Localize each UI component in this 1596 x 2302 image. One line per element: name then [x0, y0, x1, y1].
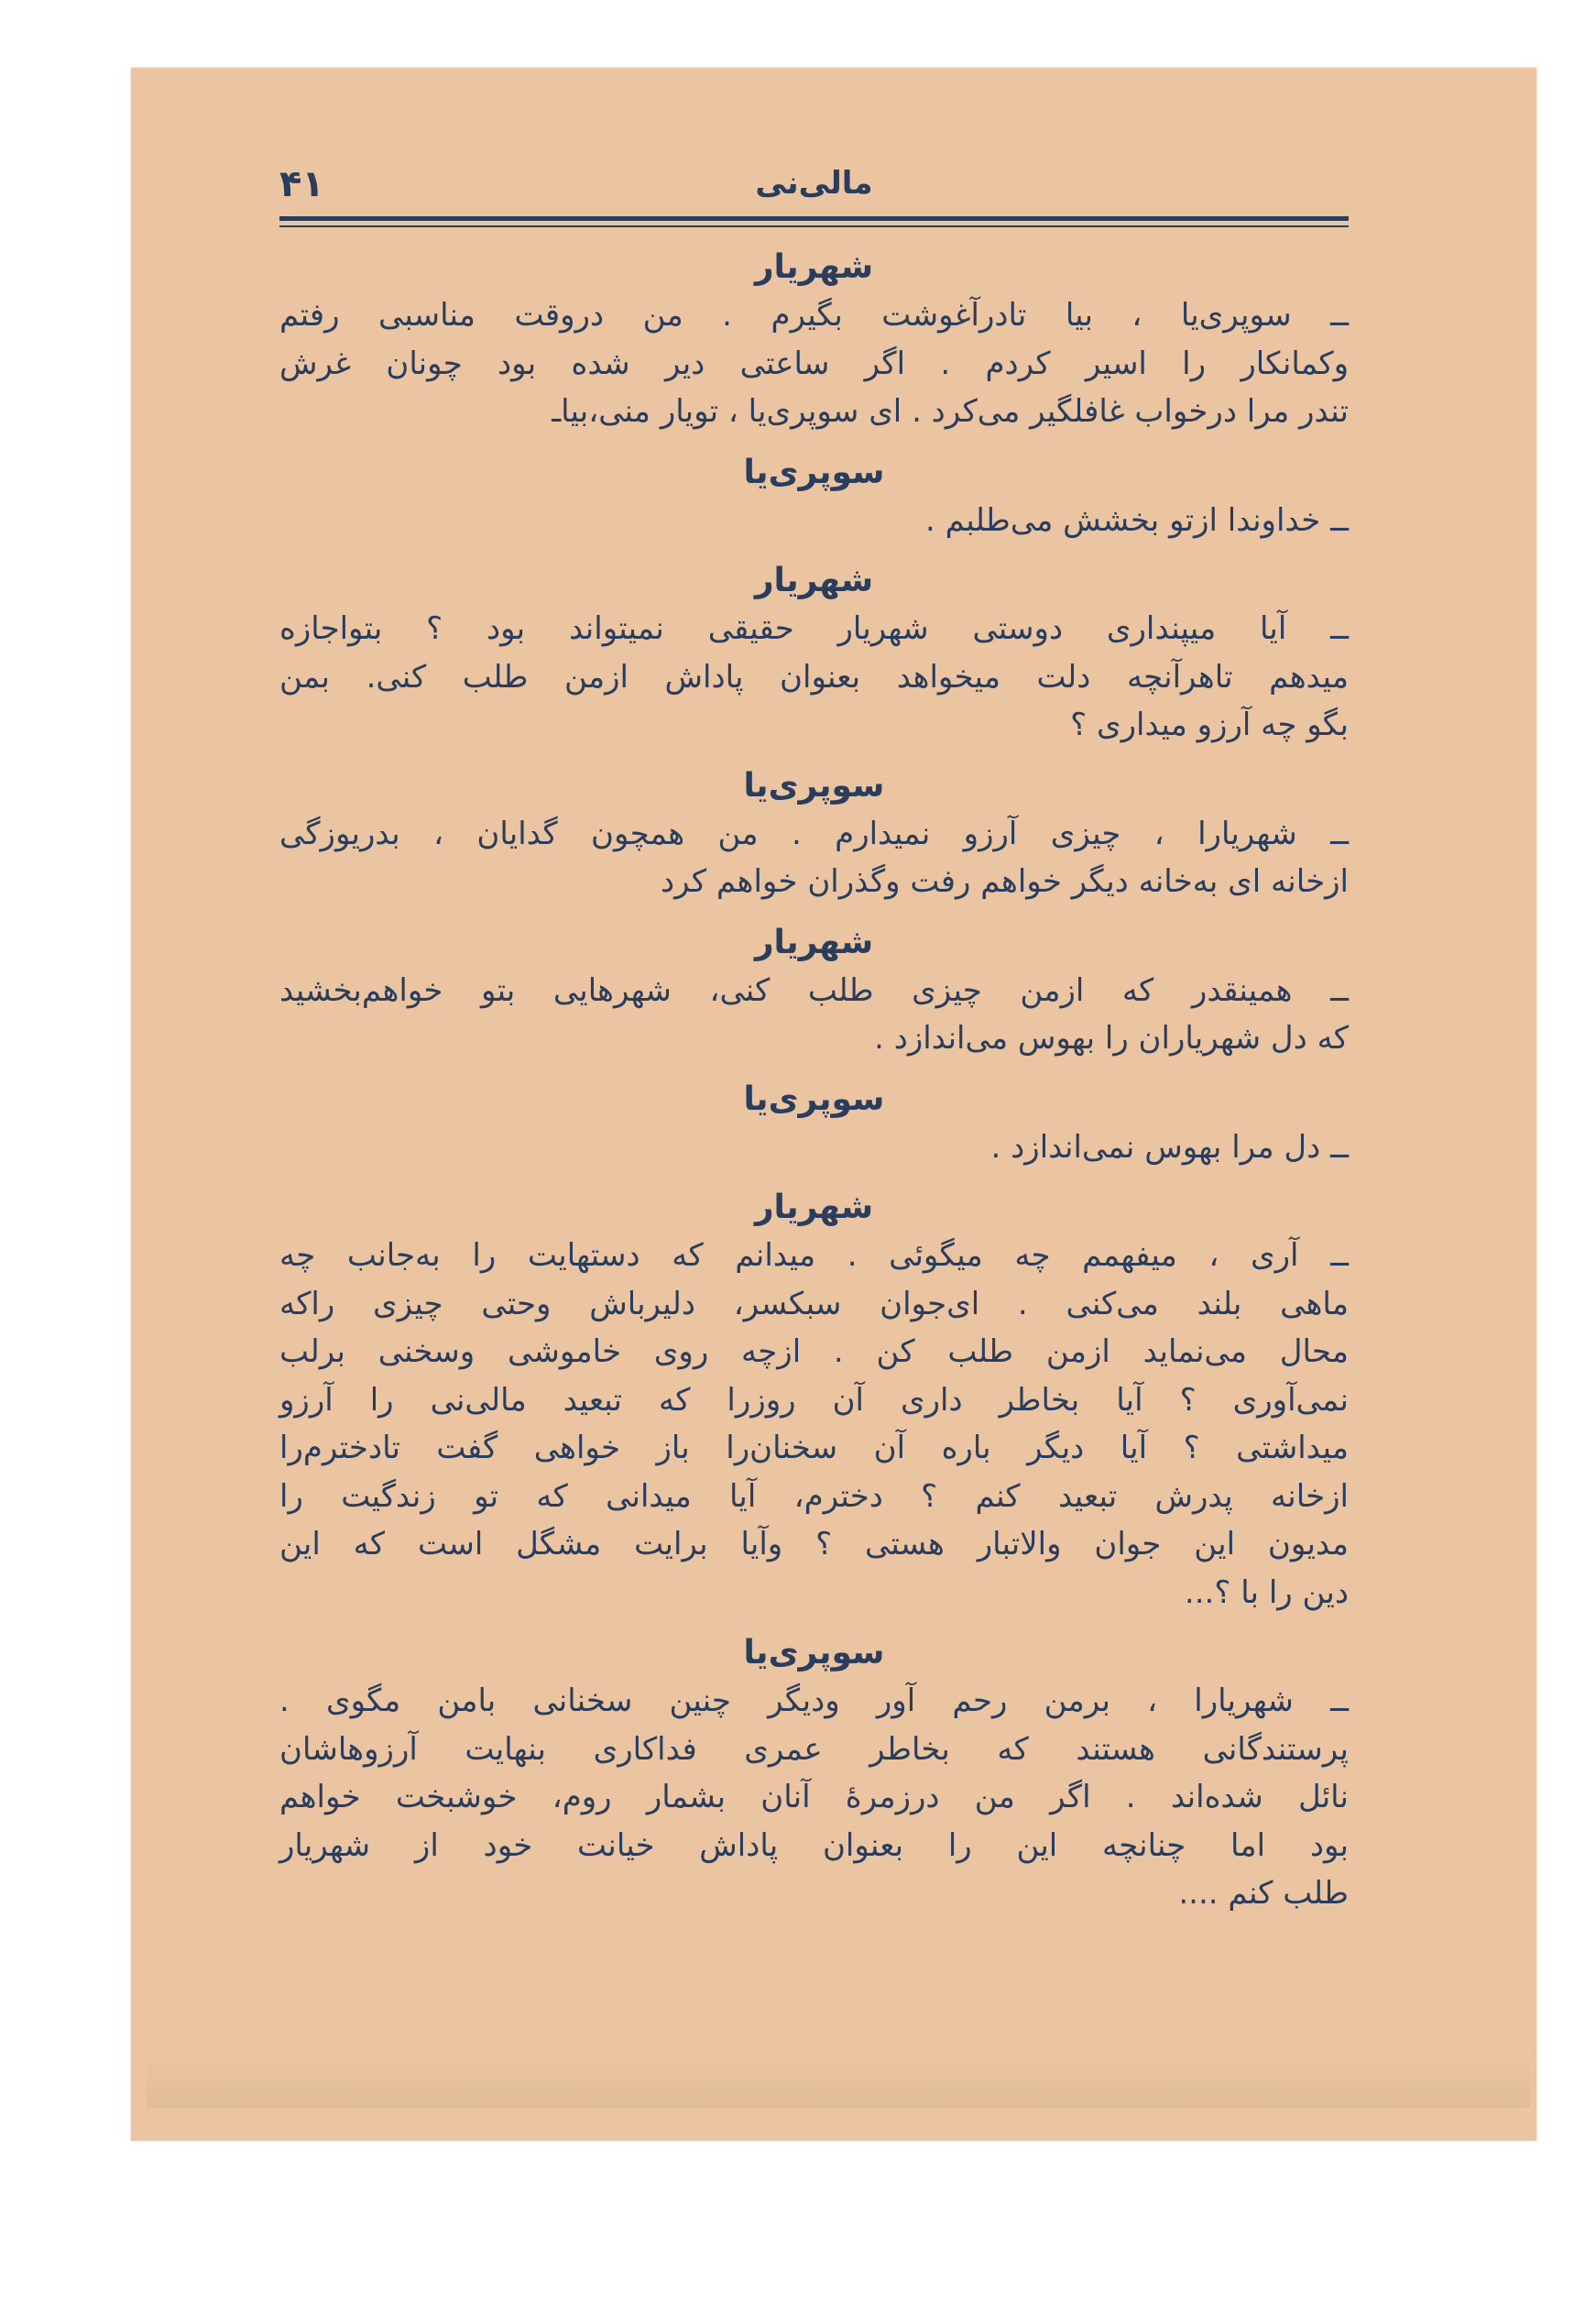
- dialogue-body: [279, 244, 1349, 1931]
- dialogue-line: ــ دل مرا بهوس نمی‌اندازد .: [990, 1128, 1349, 1166]
- dialogue-block: [279, 1076, 1349, 1172]
- dialogue-line: که دل شهریاران را بهوس می‌اندازد .: [874, 1020, 1349, 1057]
- speaker-name: سوپری‌یا: [743, 453, 885, 491]
- dialogue-block: [279, 919, 1349, 1063]
- dialogue-line: وکمانکار را اسیر کردم . اگر ساعتی دیر شده بود چونان غرش: [279, 345, 1349, 382]
- dialogue-line: ــ شهریارا ، چیزی آرزو نمیدارم . من همچون گدایان ، بدریوزگی: [279, 815, 1349, 852]
- speaker-name: شهریار: [754, 562, 874, 599]
- dialogue-line: ــ آیا میپنداری دوستی شهریار حقیقی نمیتواند بود ؟ بتواجازه: [279, 610, 1349, 647]
- dialogue-line: مدیون این جوان والاتبار هستی ؟ وآیا برایت مشگل است که این: [279, 1526, 1349, 1562]
- dialogue-line: میدهم تاهرآنچه دلت میخواهد بعنوان پاداش ازمن طلب کنی. بمن: [279, 658, 1349, 696]
- dialogue-block: [279, 762, 1349, 906]
- dialogue-line: ــ خداوندا ازتو بخشش می‌طلبم .: [925, 501, 1349, 539]
- dialogue-line: تندر مرا درخواب غافلگیر می‌کرد . ای سوپری‌یا ، تویار منی،بیاـ: [552, 393, 1349, 430]
- speaker-name: سوپری‌یا: [743, 766, 885, 805]
- dialogue-line: بود اما چنانچه این را بعنوان پاداش خیانت خود از شهریار: [279, 1826, 1349, 1864]
- dialogue-line: پرستندگانی هستند که بخاطر عمری فداکاری بنهایت آرزوهاشان: [279, 1730, 1349, 1768]
- dialogue-line: طلب کنم ....: [1178, 1875, 1349, 1912]
- dialogue-line: نائل شده‌اند . اگر من درزمرهٔ آنان بشمار روم، خوشبخت خواهم: [279, 1779, 1349, 1815]
- dialogue-line: دین را با ؟...: [1184, 1573, 1349, 1611]
- dialogue-block: [279, 244, 1349, 436]
- dialogue-block: [279, 1629, 1349, 1918]
- dialogue-line: نمی‌آوری ؟ آیا بخاطر داری آن روزرا که تبعید مالی‌نی را آرزو: [279, 1381, 1349, 1419]
- dialogue-line: ــ آری ، میفهمم چه میگوئی . میدانم که دستهایت را به‌جانب چه: [279, 1237, 1349, 1274]
- page-shadow: [147, 2053, 1530, 2108]
- dialogue-block: [279, 1184, 1349, 1617]
- header-rule-thick: [279, 216, 1349, 221]
- dialogue-line: محال می‌نماید ازمن طلب کن . ازچه روی خاموشی وسخنی برلب: [279, 1333, 1349, 1370]
- dialogue-line: ــ شهریارا ، برمن رحم آور ودیگر چنین سخنانی بامن مگوی .: [279, 1683, 1349, 1719]
- dialogue-block: [279, 557, 1349, 750]
- dialogue-line: ــ سوپری‌یا ، بیا تادرآغوشت بگیرم . من دروقت مناسبی رفتم: [279, 297, 1349, 334]
- running-title: مالی‌نی: [755, 165, 873, 202]
- page-number: ۴۱: [279, 163, 324, 205]
- dialogue-line: ماهی بلند می‌کنی . ای‌جوان سبکسر، دلیرباش وحتی چیزی راکه: [279, 1285, 1349, 1322]
- dialogue-line: بگو چه آرزو میداری ؟: [1070, 707, 1349, 743]
- speaker-name: شهریار: [754, 248, 874, 286]
- dialogue-block: [279, 449, 1349, 545]
- speaker-name: شهریار: [754, 1189, 874, 1226]
- speaker-name: شهریار: [754, 923, 874, 961]
- dialogue-line: ــ همینقدر که ازمن چیزی طلب کنی، شهرهایی بتو خواهم‌بخشید: [279, 971, 1349, 1009]
- dialogue-line: ازخانه ای به‌خانه دیگر خواهم رفت وگذران خواهم کرد: [661, 863, 1349, 900]
- speaker-name: سوپری‌یا: [743, 1634, 885, 1672]
- speaker-name: سوپری‌یا: [743, 1080, 885, 1118]
- dialogue-line: میداشتی ؟ آیا دیگر باره آن سخنان‌را باز خواهی گفت تادخترم‌را: [279, 1430, 1349, 1466]
- page-header: [279, 163, 1349, 209]
- dialogue-line: ازخانه پدرش تبعید کنم ؟ دخترم، آیا میدانی که تو زندگیت را: [279, 1477, 1349, 1515]
- header-rule-thin: [279, 225, 1349, 227]
